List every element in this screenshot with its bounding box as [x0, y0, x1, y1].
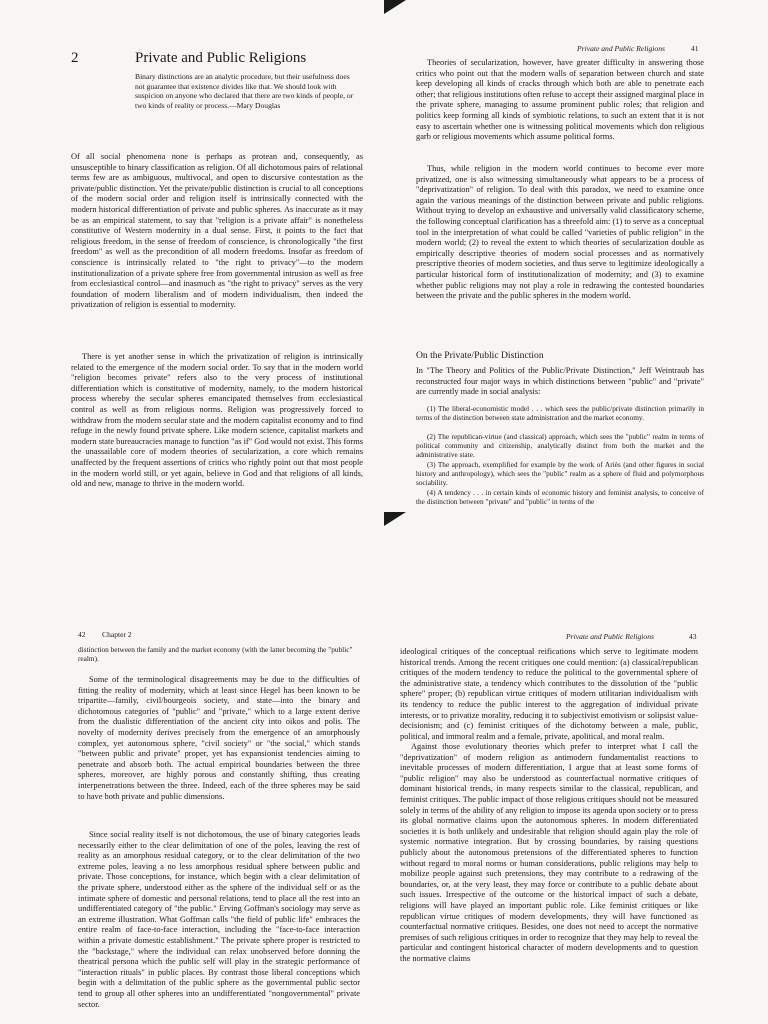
- list-continuation: distinction between the family and the market economy (with the latter becoming the "public" realm).: [78, 645, 353, 664]
- page-number: 43: [689, 632, 697, 641]
- paragraph: Since social reality itself is not dichotomous, the use of binary categories leads necessarily either to the clear delimitation of one of the poles, leaving the rest of reality as an amorphous residual category, or to the clear delimitation of the two extreme poles, leaving a no less amorphous residual sphere between public and private. Those conceptions, for instance, which begin with a clear delimitation of the private sphere, understood either as the sphere of the individual self or as the intimate sphere of domestic and personal relations, tend to place all the rest into an undifferentiated category of "the public." Erving Goffman's sociology may serve as an extreme illustration. What Goffman calls "the field of public life" embraces the entire realm of face-to-face interaction, including the "face-to-face interaction within a private domestic establishment." The private sphere proper is restricted to the "backstage," where the individual can relax unobserved before donning the theatrical persona which the public self will play in the strategic performance of "interaction rituals" in public places. By contrast those liberal conceptions which begin with a delimitation of the public sphere as the governmental public sector tend to group all other spheres into an undifferentiated "nongovernmental" private sector.: [78, 830, 360, 1009]
- page-41: [384, 0, 768, 512]
- paragraph: Thus, while religion in the modern world continues to become ever more privatized, one is also witnessing simultaneously what appears to be a process of "deprivatization" of religion. To deal with this paradox, we need to examine once again the various meanings of the distinction between private and public religions. Without trying to develop an exhaustive and universally valid classificatory scheme, the following conceptual clarification has a threefold aim: (1) to serve as a conceptual tool in the interpretation of what could be called "varieties of public religion" in the modern world; (2) to reveal the extent to which theories of secularization double as empirically descriptive theories of modern social processes and as normatively prescriptive theories of modern societies, and thus serve to legitimize ideologically a particular historical form of institutionalization of modernity; and (3) to examine whether public religions may not play a role in redrawing the contested boundaries between the private and the public spheres in the modern world.: [416, 164, 704, 301]
- chapter-title: Private and Public Religions: [135, 50, 307, 66]
- page-40: [0, 0, 384, 512]
- paragraph: Against those evolutionary theories which prefer to interpret what I call the "deprivatization" of modern religion as antimodern fundamentalist reactions to inevitable processes of modern differentiation, I argue that at least some forms of "public religion" may also be understood as counterfactual normative critiques of dominant historical trends, in many respects similar to the classical, republican, and feminist critiques. The public impact of those religious critiques should not be measured solely in terms of the ability of any religion to impose its agenda upon society or to press its global normative claims upon the autonomous spheres. In modern differentiated societies it is both unlikely and undesirable that religion should again play the role of systemic normative integration. But by crossing boundaries, by raising questions publicly about the autonomous pretensions of the differentiated spheres to function without regard to moral norms or human considerations, public religions may help to mobilize people against such pretensions, they may contribute to a redrawing of the boundaries, or, at the very least, they may force or contribute to a public debate about such issues. Irrespective of the outcome or the historical impact of such a debate, religions will have played an important public role. Like feminist critiques or like republican virtue critiques of modern developments, they will have functioned as counterfactual normative critiques. Besides, one does not need to accept the normative premises of such religious critiques in order to recognize that they may help to reveal the particular and contingent historical character of modern developments and to question the normative claims: [400, 742, 698, 963]
- section-heading: On the Private/Public Distinction: [416, 350, 544, 361]
- list-item: (4) A tendency . . . in certain kinds of economic history and feminist analysis, to conceive of the distinction between "private" and "public" in terms of the: [416, 488, 704, 507]
- paragraph: Theories of secularization, however, have greater difficulty in answering those critics who point out that the modern walls of separation between church and state keep developing all kinds of cracks through which both are able to penetrate each other; that religious institutions often refuse to accept their assigned marginal place in the private sphere, managing to assume prominent public roles; that religion and politics keep forming all kinds of symbiotic relations, to such an extent that it is not easy to ascertain whether one is witnessing political movements which don religious garb or religious movements which assume political forms.: [416, 58, 704, 142]
- list-item: (1) The liberal-economistic model . . . which sees the public/private distinction primarily in terms of the distinction between state administration and the market economy.: [416, 404, 704, 423]
- paragraph: In "The Theory and Politics of the Public/Private Distinction," Jeff Weintraub has reconstructed four major ways in which distinctions between "public" and "private" are currently made in social analysis:: [416, 366, 704, 397]
- list-item: (2) The republican-virtue (and classical) approach, which sees the "public" realm in terms of political community and citizenship, analytically distinct from both the market and the administrative state.: [416, 432, 704, 460]
- paragraph: ideological critiques of the conceptual reifications which serve to legitimate modern historical trends. Among the recent critiques one could mention: (a) classical/republican critiques of the modern tendency to reduce the political to the governmental sphere of the administrative state, a tendency which contributes to the dissolution of the "public sphere" proper; (b) republican virtue critiques of modern utilitarian individualism with its tendency to reduce the public interest to the aggregation of individual private interests, or to privatize morality, reducing it to subjectivist emotivism or solipsist value-decisionism; and (c) feminist critiques of the dichotomy between a male, public, political, and immoral realm and a female, private, apolitical, and moral realm.: [400, 647, 698, 741]
- running-head: Chapter 2: [102, 630, 132, 639]
- paragraph: There is yet another sense in which the privatization of religion is intrinsically related to the emergence of the modern social order. To say that in the modern world "religion becomes private" refers also to the very process of institutional differentiation which is constitutive of modernity, namely, to the modern historical process whereby the secular spheres emancipated themselves from ecclesiastical control as well as from religious norms. Religion was progressively forced to withdraw from the modern secular state and the modern capitalist economy and to find refuge in the newly found private sphere. Like modern science, capitalist markets and modern state bureaucracies manage to function "as if" God would not exist. This forms the unassailable core of modern theories of secularization, a core which remains unaffected by the frequent assertions of critics who rightly point out that most people in the modern world still, or yet again, believe in God and that religions of all kinds, old and new, manage to thrive in the modern world.: [71, 352, 363, 489]
- page-43: [384, 512, 768, 1024]
- running-head: Private and Public Religions: [577, 44, 665, 53]
- chapter-number: 2: [71, 50, 79, 66]
- list-item: (3) The approach, exemplified for example by the work of Ariès (and other figures in social history and anthropology), which sees the "public" realm as a sphere of fluid and polymorphous sociability.: [416, 460, 704, 488]
- epigraph: Binary distinctions are an analytic procedure, but their usefulness does not guarantee that existence divides like that. We should look with suspicion on anyone who declared that there are two kinds of people, or two kinds of reality or process.—Mary Douglas: [135, 72, 354, 110]
- paragraph: Some of the terminological disagreements may be due to the difficulties of fitting the reality of modernity, which at least since Hegel has been known to be tripartite—family, civil/bourgeois society, and state—into the binary and dichotomous categories of "public" and "private," which to a large extent derive from the dualistic differentiation of the ancient city into oikos and polis. The novelty of modernity derives precisely from the emergence of an amorphously complex, yet autonomous sphere, "civil society" or "the social," which stands "between public and private" proper, yet has expansionist tendencies aiming to penetrate and absorb both. The actual empirical boundaries between the three spheres, moreover, are highly porous and constantly shifting, thus creating interpenetrations between the three. Indeed, each of the three spheres may be said to have both private and public dimensions.: [78, 675, 360, 801]
- paragraph: Of all social phenomena none is perhaps as protean and, consequently, as unsusceptible to binary classification as religion. Of all dichotomous pairs of relational terms few are as ambiguous, multivocal, and open to discursive contestation as the private/public distinction. Yet the private/public distinction is crucial to all conceptions of the modern social order and religion itself is intrinsically connected with the modern historical differentiation of private and public spheres. As inaccurate as it may be as an empirical statement, to say that "religion is a private affair" is nonetheless constitutive of Western modernity in a dual sense. First, it points to the fact that religious freedom, in the sense of freedom of conscience, is chronologically "the first freedom" as well as the precondition of all modern freedoms. Insofar as freedom of conscience is intrinsically related to "the right to privacy"—to the modern institutionalization of a private sphere free from governmental intrusion as well as free from ecclesiastical control—and inasmuch as "the right to privacy" serves as the very foundation of modern liberalism and of modern individualism, then indeed the privatization of religion is essential to modernity.: [71, 152, 363, 310]
- page-number: 41: [691, 44, 699, 53]
- page-42: [0, 512, 384, 1024]
- running-head: Private and Public Religions: [566, 632, 654, 641]
- page-number: 42: [78, 630, 86, 639]
